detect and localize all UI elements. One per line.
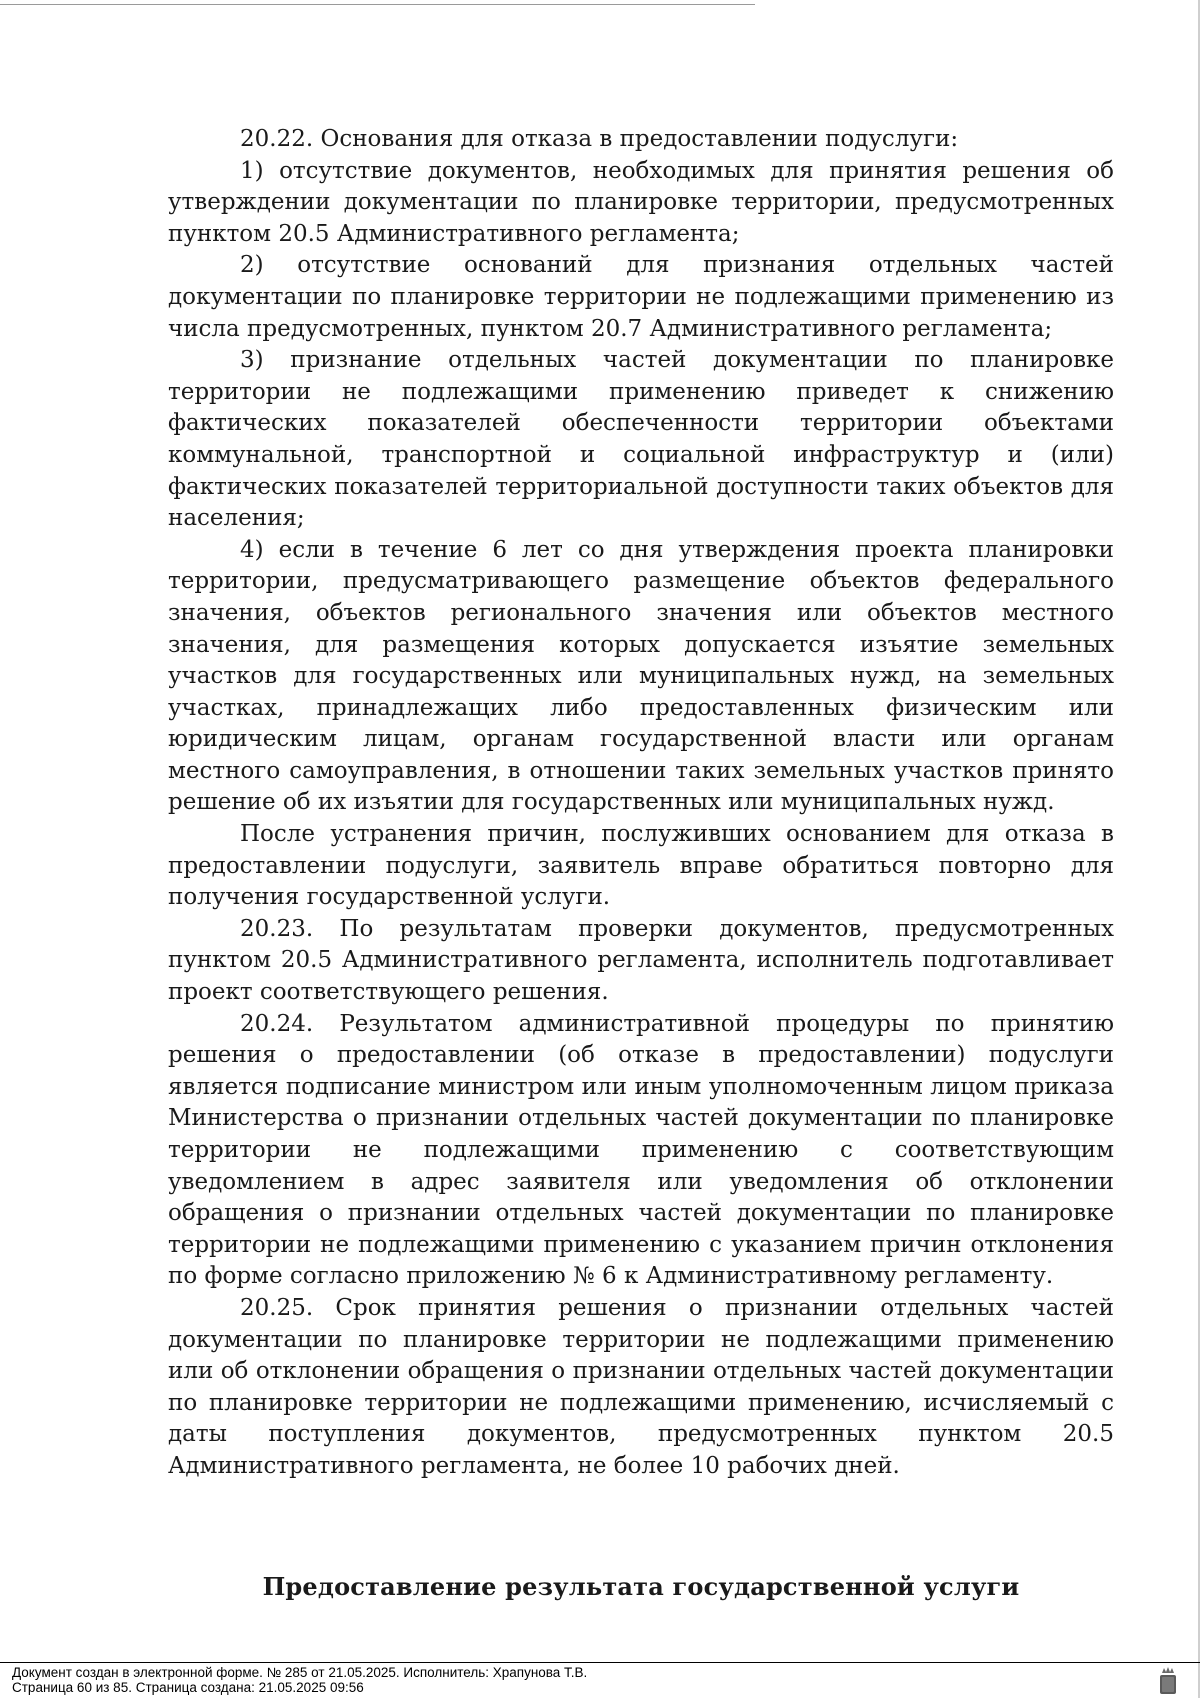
- footer-divider: [0, 1662, 1200, 1663]
- coat-of-arms-icon: [1158, 1664, 1178, 1696]
- footer-document-info: Документ создан в электронной форме. № 285 от 21.05.2025. Исполнитель: Храпунова Т.В.: [12, 1665, 588, 1680]
- paragraph-refusal-reason-4: 4) если в течение 6 лет со дня утверждения проекта планировки территории, предусматривающего размещение объектов федерального значения, объектов регионального значения или объектов местного значения, для размещения которых допускается изъятие земельных участков для государственных или муниципальных нужд, на земельных участках, принадлежащих либо предоставленных физическим или юридическим лицам, органам государственной власти или органам местного самоуправления, в отношении таких земельных участков принято решение об их изъятии для государственных или муниципальных нужд.: [168, 536, 1114, 816]
- document-body: [168, 124, 1114, 1483]
- document-footer: [0, 1662, 1200, 1698]
- paragraph-refusal-reason-2: 2) отсутствие оснований для признания отдельных частей документации по планировке территории не подлежащими применению из числа предусмотренных, пунктом 20.7 Административного регламента;: [168, 252, 1114, 342]
- section-heading: Предоставление результата государственной услуги: [262, 1572, 1020, 1601]
- scan-top-border: [0, 4, 755, 5]
- footer-page-info: Страница 60 из 85. Страница создана: 21.05.2025 09:56: [12, 1680, 364, 1695]
- paragraph-reapply: После устранения причин, послуживших основанием для отказа в предоставлении подуслуги, заявитель вправе обратиться повторно для получения государственной услуги.: [168, 821, 1114, 911]
- paragraph-20-23: 20.23. По результатам проверки документов, предусмотренных пунктом 20.5 Административного регламента, исполнитель подготавливает проект соответствующего решения.: [168, 915, 1114, 1006]
- paragraph-20-25: 20.25. Срок принятия решения о признании отдельных частей документации по планировке территории не подлежащими применению или об отклонении обращения о признании отдельных частей документации по планировке территории не подлежащими применению, исчисляемый с даты поступления документов, предусмотренных пунктом 20.5 Административного регламента, не более 10 рабочих дней.: [168, 1294, 1114, 1479]
- paragraph-20-24: 20.24. Результатом административной процедуры по принятию решения о предоставлении (об отказе в предоставлении) подуслуги является подписание министром или иным уполномоченным лицом приказа Министерства о признании отдельных частей документации по планировке территории не подлежащими применению с соответствующим уведомлением в адрес заявителя или уведомления об отклонении обращения о признании отдельных частей документации по планировке территории не подлежащими применению с указанием причин отклонения по форме согласно приложению № 6 к Административному регламенту.: [168, 1010, 1114, 1290]
- paragraph-refusal-reason-1: 1) отсутствие документов, необходимых для принятия решения об утверждении документации по планировке территории, предусмотренных пунктом 20.5 Административного регламента;: [168, 157, 1114, 247]
- paragraph-20-22-title: 20.22. Основания для отказа в предоставлении подуслуги:: [240, 126, 959, 152]
- paragraph-refusal-reason-3: 3) признание отдельных частей документации по планировке территории не подлежащими применению приведет к снижению фактических показателей обеспеченности территории объектами коммунальной, транспортной и социальной инфраструктур и (или) фактических показателей территориальной доступности таких объектов для населения;: [168, 347, 1114, 532]
